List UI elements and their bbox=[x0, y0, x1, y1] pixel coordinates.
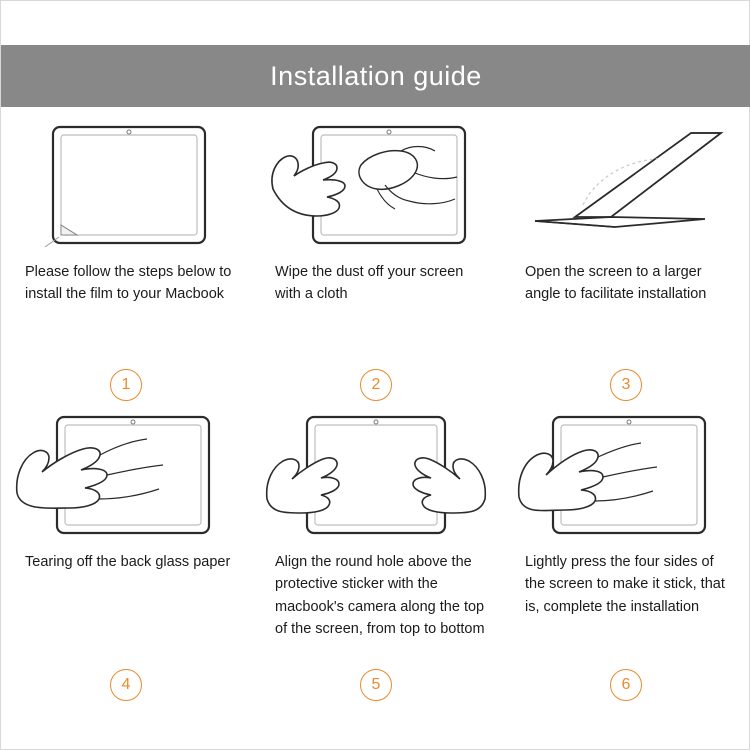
step-number-badge: 2 bbox=[360, 369, 392, 401]
header-bar bbox=[1, 45, 750, 107]
illustration-hand-wiping-screen-with-cloth bbox=[265, 121, 487, 249]
step-number-badge: 6 bbox=[610, 669, 642, 701]
illustration-screen-with-film-corner bbox=[15, 121, 237, 249]
step-caption: Open the screen to a larger angle to facilitate installation bbox=[525, 264, 707, 303]
illustration-two-hands-aligning-film bbox=[265, 411, 487, 539]
step-caption: Wipe the dust off your screen with a cloth bbox=[275, 264, 464, 303]
step-card-4 bbox=[1, 411, 251, 711]
step-caption: Tearing off the back glass paper bbox=[25, 554, 231, 570]
step-card-3 bbox=[501, 121, 750, 411]
page-title: Installation guide bbox=[270, 60, 482, 91]
step-card-5 bbox=[251, 411, 501, 711]
step-caption: Lightly press the four sides of the screen to make it stick, that is, complete the installation bbox=[525, 554, 725, 615]
step-card-2 bbox=[251, 121, 501, 411]
illustration-laptop-opening-angle bbox=[515, 121, 737, 249]
steps-grid bbox=[1, 121, 750, 711]
step-caption: Please follow the steps below to install the film to your Macbook bbox=[25, 264, 232, 303]
step-number-badge: 4 bbox=[110, 669, 142, 701]
step-number-badge: 1 bbox=[110, 369, 142, 401]
step-card-6 bbox=[501, 411, 750, 711]
step-number-badge: 5 bbox=[360, 669, 392, 701]
step-number-badge: 3 bbox=[610, 369, 642, 401]
illustration-hand-pressing-screen-edges bbox=[515, 411, 737, 539]
illustration-hand-peeling-backing-paper bbox=[15, 411, 237, 539]
step-card-1 bbox=[1, 121, 251, 411]
step-caption: Align the round hole above the protective sticker with the macbook's camera along the top of the screen, from top to bottom bbox=[275, 554, 485, 638]
